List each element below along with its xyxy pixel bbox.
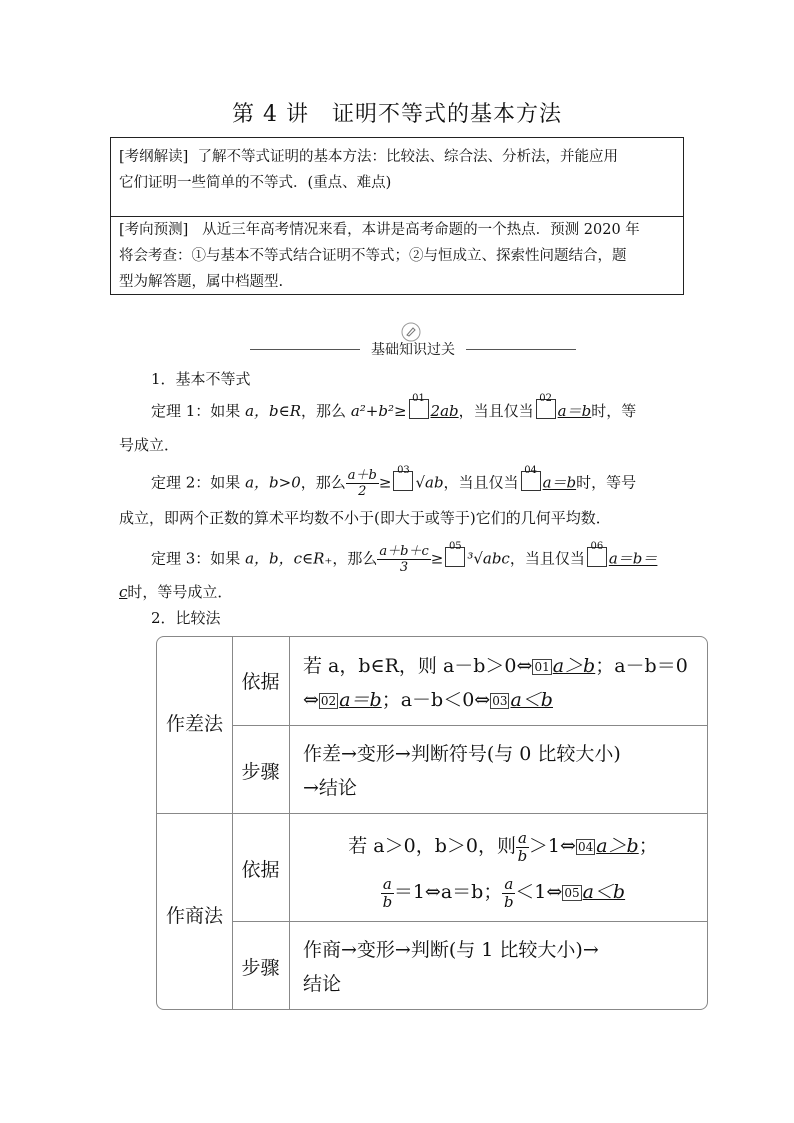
heading-basic-inequality: 1．基本不等式: [151, 370, 251, 388]
text: ；a－b＜0⇔: [381, 689, 491, 711]
blank-box: [587, 540, 607, 567]
table-rule: [232, 921, 708, 922]
blank-number: 02: [320, 694, 337, 708]
text: 结论: [303, 973, 342, 995]
text: 时，等号: [576, 473, 637, 492]
theorem-3: [151, 540, 658, 575]
text: 作差→变形→判断符号(与 0 比较大小): [303, 743, 621, 765]
text: ⇔: [303, 689, 319, 711]
denominator: b: [504, 892, 514, 911]
answer: a＝b: [557, 402, 592, 420]
text: →结论: [303, 777, 357, 799]
blank-box: [393, 464, 413, 491]
fraction: [502, 876, 515, 911]
text: 若 a，b∈R，则 a－b＞0⇔: [303, 655, 533, 677]
text: ≥: [378, 473, 392, 492]
table-rule: [157, 813, 708, 814]
outline-label-forecast: [考向预测]: [119, 222, 189, 238]
outline-text: 它们证明一些简单的不等式．(重点、难点): [119, 175, 392, 191]
text: 若 a＞0，b＞0，则: [348, 835, 516, 857]
heading-comparison: 2．比较法: [151, 609, 221, 627]
text: 定理 2：如果: [151, 473, 246, 492]
outline-label-exam: [考纲解读]: [119, 149, 189, 165]
blank-number: 05: [564, 886, 580, 900]
math: a，b>0: [245, 473, 301, 492]
math: a，b，c∈R₊: [245, 549, 333, 568]
denominator: 2: [358, 484, 367, 499]
denominator: b: [517, 846, 528, 865]
table-rule: [289, 637, 290, 1010]
label-basis: 依据: [241, 859, 280, 881]
method-quotient: 作商法: [165, 905, 223, 927]
table-rule: [232, 725, 708, 726]
text: 时，等号成立．: [127, 583, 233, 601]
text: ，当且仅当: [509, 549, 585, 568]
label-steps: 步骤: [241, 761, 280, 783]
text: 定理 3：如果: [151, 549, 246, 568]
method-difference: 作差法: [165, 713, 223, 735]
text: ，那么: [300, 473, 346, 492]
difference-basis: [303, 649, 703, 717]
text: 定理 1：如果: [151, 402, 246, 420]
fraction: [516, 830, 529, 865]
answer: a＝b＝: [608, 549, 658, 568]
theorem-2: [151, 464, 637, 499]
text: 作商→变形→判断(与 1 比较大小)→: [303, 939, 599, 961]
text: ＜1⇔: [515, 881, 563, 903]
page-title: 第 4 讲 证明不等式的基本方法: [232, 102, 562, 127]
difference-steps: [303, 737, 703, 805]
answer: a＞b: [552, 655, 596, 677]
fraction: [381, 876, 394, 911]
outline-box: [110, 137, 684, 295]
blank-number: 03: [397, 464, 410, 476]
outline-text: 型为解答题，属中档题型.: [119, 274, 284, 290]
answer: a＞b: [596, 835, 639, 857]
blank-number: 04: [577, 840, 594, 854]
numerator: a＋b: [347, 468, 377, 483]
denominator: b: [382, 892, 393, 911]
outline-text: 了解不等式证明的基本方法：比较法、综合法、分析法，并能应用: [197, 149, 619, 165]
text: ＝1⇔a＝b；: [393, 881, 503, 903]
text: ，那么: [301, 402, 351, 420]
blank-number: 01: [412, 393, 425, 404]
outline-text: 从近三年高考情况来看，本讲是高考命题的一个热点．预测 2020 年: [202, 222, 640, 238]
text: ；a－b＝0: [595, 655, 688, 677]
answer: a＜b: [582, 881, 626, 903]
section-divider: [250, 322, 576, 366]
answer: √ab: [415, 473, 444, 492]
answer: a＝b: [339, 689, 382, 711]
theorem-2-cont: 成立，即两个正数的算术平均数不小于(即大于或等于)它们的几何平均数．: [119, 509, 611, 527]
answer: ³√abc: [467, 549, 510, 568]
fraction: [346, 468, 379, 499]
answer: 2ab: [430, 402, 459, 420]
theorem-1-cont: 号成立．: [119, 436, 180, 454]
comparison-table: [156, 636, 708, 1010]
math: a²+b²≥: [350, 402, 407, 420]
text: ，当且仅当: [458, 402, 534, 420]
theorem-1: [151, 393, 637, 423]
label-steps: 步骤: [241, 957, 280, 979]
fraction: [377, 544, 430, 575]
numerator: a: [517, 828, 527, 847]
numerator: a: [504, 874, 514, 893]
answer: a＜b: [510, 689, 553, 711]
outline-text: 将会考查：①与基本不等式结合证明不等式；②与恒成立、探索性问题结合，题: [119, 248, 627, 264]
math: a，b∈R: [245, 402, 302, 420]
label-basis: 依据: [241, 671, 280, 693]
blank-number: 02: [539, 393, 553, 404]
theorem-3-cont: [119, 580, 232, 604]
text: ＞1⇔: [528, 835, 576, 857]
denominator: 3: [399, 560, 409, 575]
answer: a＝b: [542, 473, 577, 492]
blank-number: 05: [448, 540, 462, 552]
blank-box: [445, 540, 465, 567]
blank-box: [409, 393, 429, 419]
text: 时，等: [591, 402, 637, 420]
text: ≥: [430, 549, 444, 568]
section-header: 基础知识过关: [371, 342, 455, 358]
numerator: a＋b＋c: [379, 544, 429, 559]
blank-box: [536, 393, 556, 419]
blank-number: 01: [534, 660, 550, 674]
answer: c: [119, 583, 128, 601]
text: ，那么: [332, 549, 378, 568]
text: ，当且仅当: [443, 473, 519, 492]
quotient-steps: [303, 933, 703, 1001]
outline-row-exam: [111, 138, 683, 217]
text: ；: [638, 835, 658, 857]
numerator: a: [382, 874, 392, 893]
blank-number: 06: [590, 540, 604, 552]
blank-number: 03: [492, 694, 508, 708]
blank-number: 04: [524, 464, 537, 476]
outline-row-forecast: [111, 211, 683, 295]
quotient-basis: [303, 823, 703, 915]
blank-box: [521, 464, 541, 491]
